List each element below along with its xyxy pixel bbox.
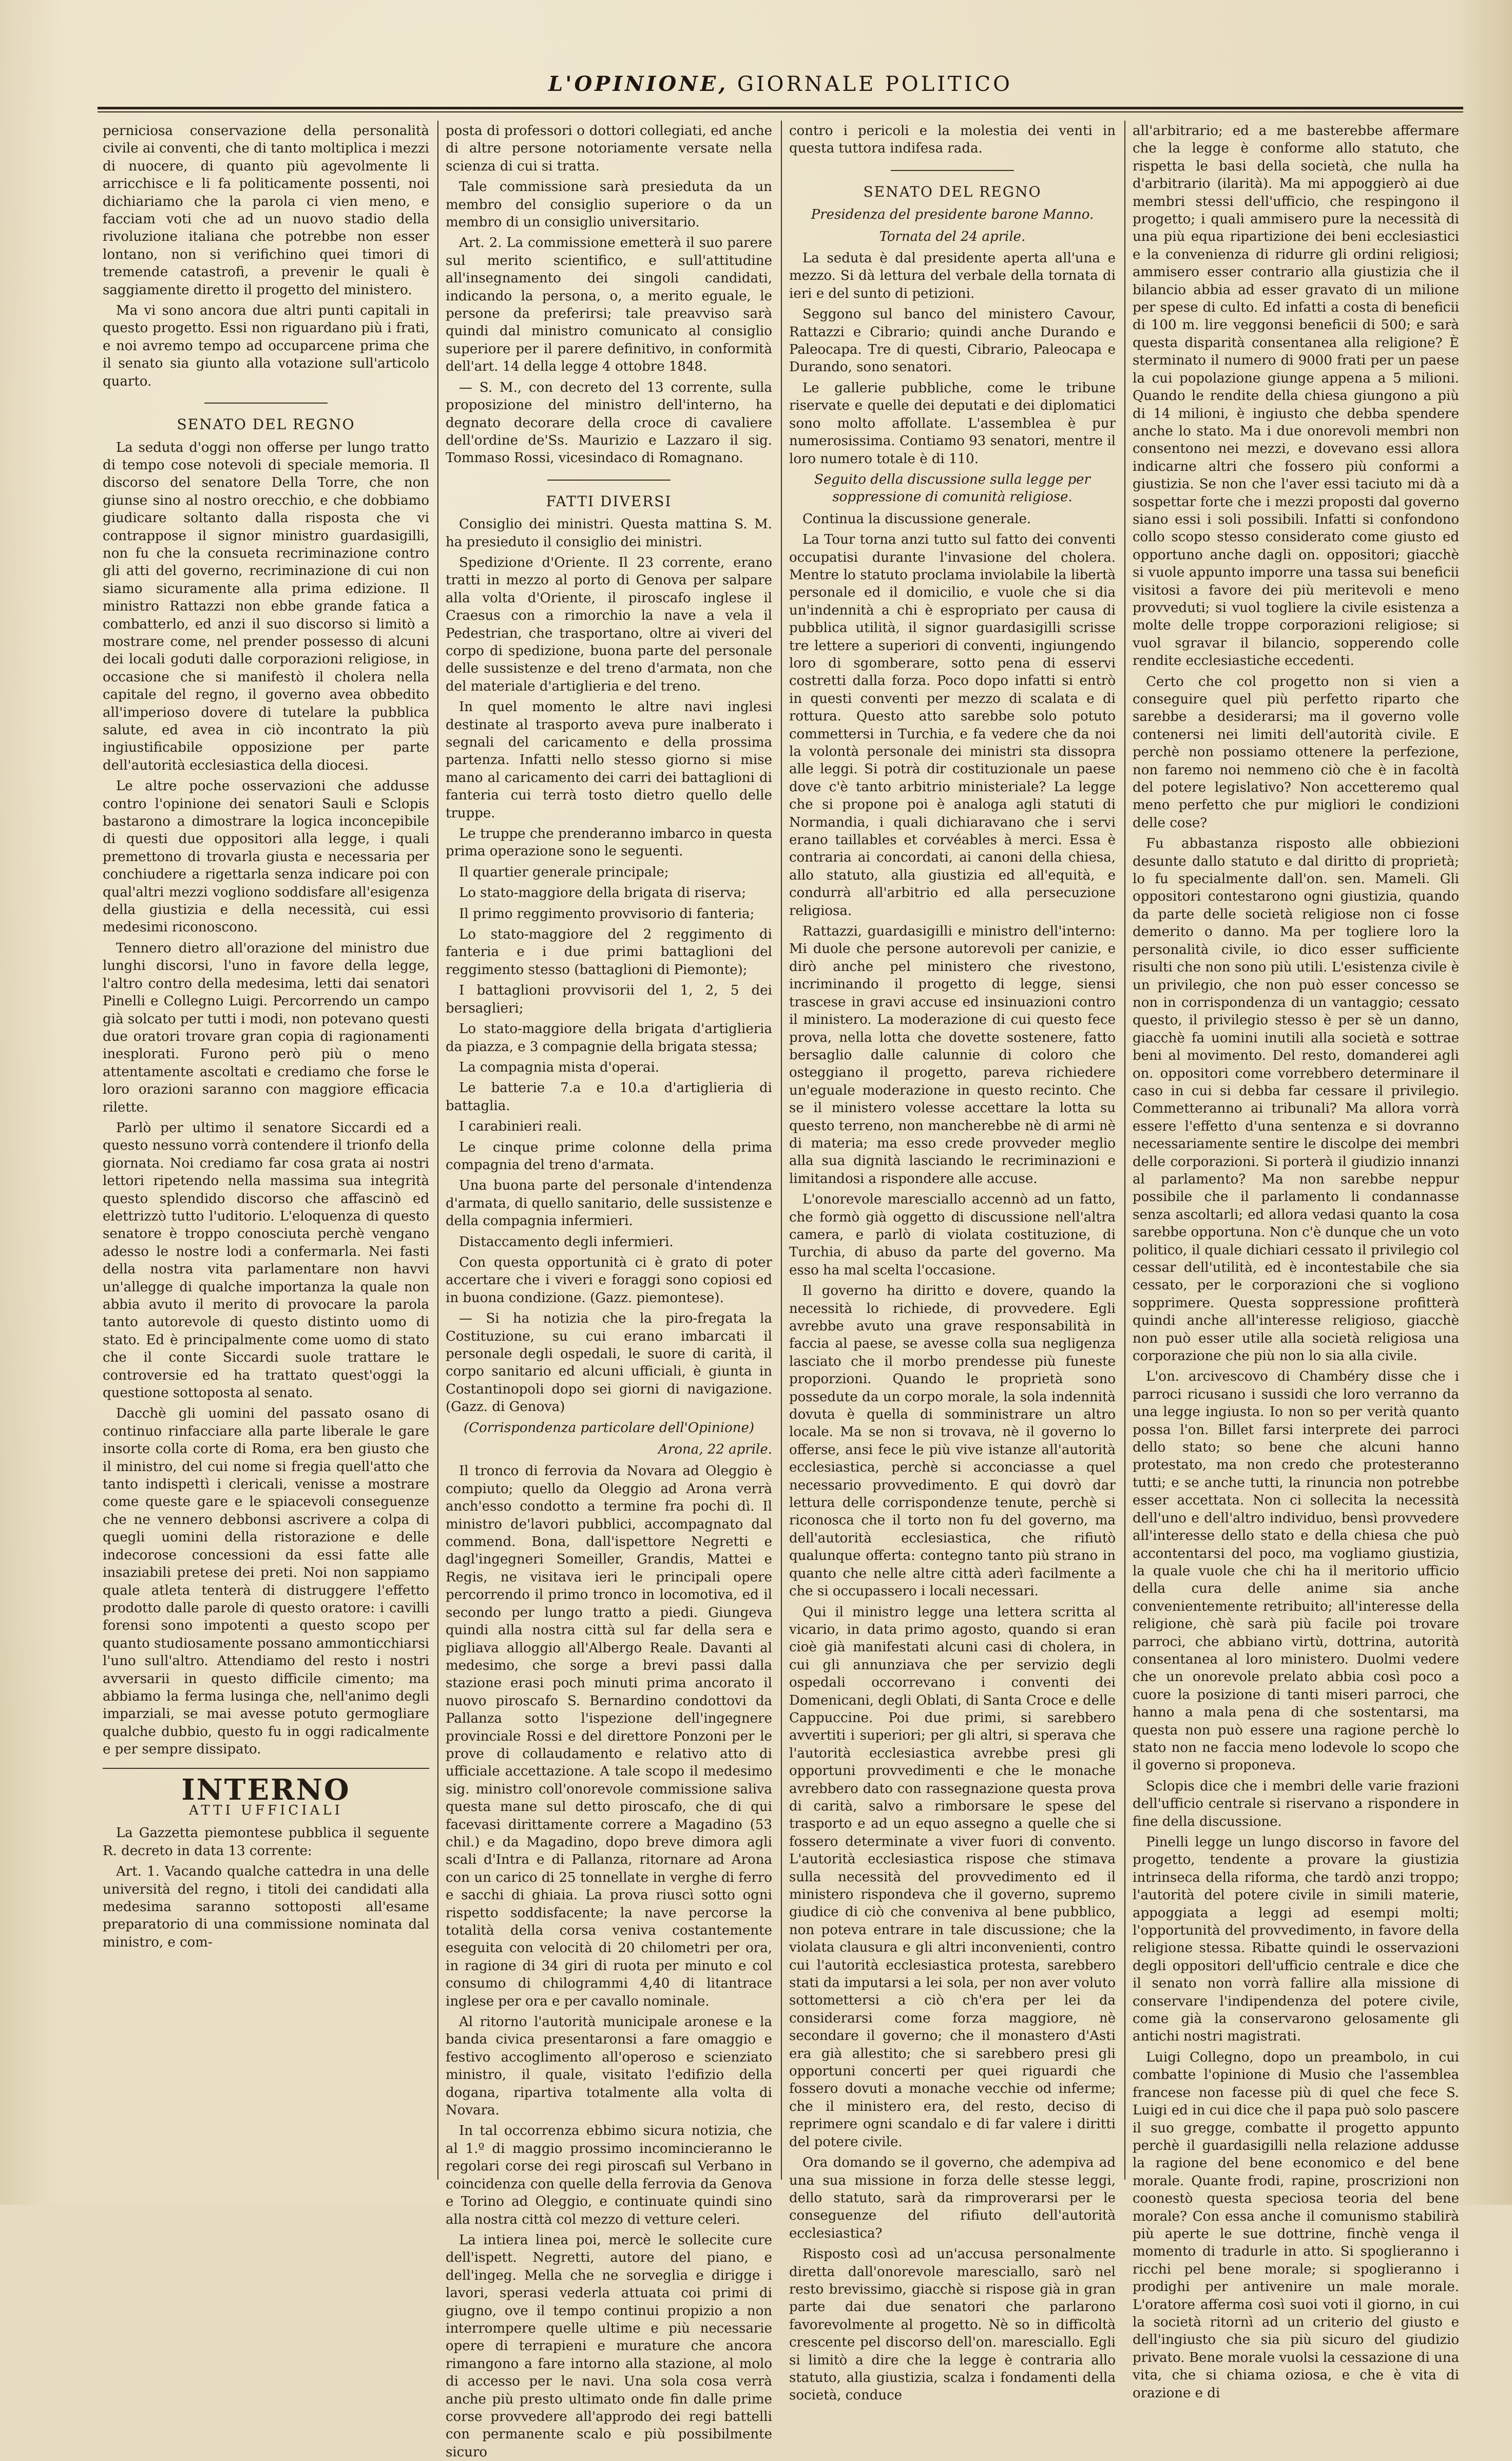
paragraph: Tennero dietro all'orazione del ministro due lunghi discorsi, l'uno in favore della legge, l'altro contro della medesima, letti dai senatori Pinelli e Collegno Luigi. Percorrendo un campo già solcato per tutti i modi, non potevano questi due oratori trovare gran copia di ragionamenti inesplorati. Furono però più o meno attentamente ascoltati e crediamo che forse le loro orazioni saranno con maggiore efficacia rilette. xyxy=(103,940,429,1115)
section-rule xyxy=(103,1768,429,1769)
paragraph: Art. 2. La commissione emetterà il suo parere sul merito scientifico, e sull'attitudine all'insegnamento dei singoli candidati, indicando la persona, o, a merito eguale, le persone da preferirsi; tale preavviso sarà quindi dal ministro comunicato al consiglio superiore per il parere definitivo, in conformità dell'art. 14 della legge 4 ottobre 1848. xyxy=(446,235,772,375)
paragraph: La compagnia mista d'operai. xyxy=(459,1059,660,1075)
section-subtitle: ATTI UFFICIALI xyxy=(189,1802,343,1818)
column-divider xyxy=(1124,121,1125,2180)
paragraph: Lo stato-maggiore della brigata di riserva; xyxy=(459,885,747,901)
paragraph: Le batterie 7.a e 10.a d'artiglieria di battaglia. xyxy=(446,1080,772,1114)
paragraph: Le gallerie pubbliche, come le tribune riservate e quelle dei deputati e dei diplomatici sono molto affollate. L'assemblea è pur numerosissima. Contiamo 93 senatori, mentre il loro numero totale è di 110. xyxy=(789,380,1116,467)
section-title-interno: INTERNO xyxy=(181,1772,351,1807)
paragraph: contro i pericoli e la molestia dei venti in questa tuttora indifesa rada. xyxy=(789,123,1116,157)
paragraph: Spedizione d'Oriente. Il 23 corrente, erano tratti in mezzo al porto di Genova per salpare alla volta d'Oriente, il piroscafo inglese il Craesus con a rimorchio la nave a vela il Pedestrian, che trasportano, oltre ai viveri del corpo di spedizione, buona parte del personale delle sussistenze e del treno d'armata, non che del materiale d'artiglieria e del treno. xyxy=(446,555,772,694)
masthead-subtitle: GIORNALE POLITICO xyxy=(737,72,1012,96)
column-3 xyxy=(789,122,1116,2403)
paragraph: La Gazzetta piemontese pubblica il seguente R. decreto in data 13 corrente: xyxy=(103,1825,429,1859)
masthead-rule xyxy=(98,107,1463,109)
paragraph: Seggono sul banco del ministero Cavour, Rattazzi e Cibrario; quindi anche Durando e Paleocapa. Tre di questi, Cibrario, Paleocapa e Durando, sono senatori. xyxy=(789,307,1116,375)
section-heading: FATTI DIVERSI xyxy=(546,492,672,510)
paragraph: Al ritorno l'autorità municipale aronese e la banda civica presentaronsi a fare omaggio e festivo accoglimento all'operoso e scienziato ministro, il quale, visitato l'edifizio della dogana, ripartiva totalmente alla volta di Novara. xyxy=(446,2014,772,2119)
paragraph: Il tronco di ferrovia da Novara ad Oleggio è compiuto; quello da Oleggio ad Arona verrà anch'esso condotto a termine fra pochi dì. Il ministro de'lavori pubblici, accompagnato dal commend. Bona, dall'ispettore Negretti e dagl'ingegneri Someiller, Grandis, Mattei e Regis, ne visitava ieri le principali opere percorrendo il primo tronco in locomotiva, ed il secondo per lungo tratto a piedi. Giungeva quindi alla nostra città sul far della sera e pigliava alloggio all'Albergo Reale. Davanti al medesimo, che sorge a brevi passi dalla stazione erasi poch minuti prima ancorato il nuovo piroscafo S. Bernardino condottovi da Pallanza sotto l'ispezione dell'ingegnere provinciale Rossi e del direttore Ponzoni per le prove di collaudamento e relativo atto di ufficiale accettazione. A tale scopo il medesimo sig. ministro coll'onorevole commissione saliva questa mane sul detto piroscafo, che di qui facevasi dirittamente correre a Magadino (53 chil.) e da Magadino, dopo breve dimora agli scali d'Intra e di Pallanza, ritornare ad Arona con un carico di 25 tonnellate in verghe di ferro e sacchi di ghiaia. La prova riuscì sotto ogni rispetto soddisfacente; la nave percorse la totalità della corsa veniva costantemente eseguita con velocità di 20 chilometri per ora, in ragione di 34 giri di ruota per minuto e col consumo di chilogrammi 4,40 di litantrace inglese per ora e per cavallo nominale. xyxy=(446,1463,772,2009)
paragraph: Rattazzi, guardasigilli e ministro dell'interno: Mi duole che persone autorevoli per canizie, e dirò anche pel ministero che rivestono, incriminando il progetto di legge, siensi trascese in gravi accuse ed insinuazioni contro il ministero. La moderazione di cui questo fece prova, nella lotta che dovette sostenere, fatto bersaglio dalle calunnie di coloro che osteggiano il progetto, pareva richiedere un'eguale moderazione in questo recinto. Che se il ministero volesse accettare la lotta su questo terreno, non mancherebbe nè di armi nè di materia; ma esso crede provveder meglio alla sua dignità lasciando le recriminazioni e limitandosi a rispondere alle accuse. xyxy=(789,924,1116,1187)
masthead-rule-thin xyxy=(98,111,1463,112)
paragraph: La seduta è dal presidente aperta all'una e mezzo. Si dà lettura del verbale della tornata di ieri e del sunto di petizioni. xyxy=(789,251,1116,301)
column-4 xyxy=(1133,122,1459,2401)
correspondence-heading: (Corrispondenza particolare dell'Opinione) xyxy=(463,1420,754,1436)
paragraph: Qui il ministro legge una lettera scritta al vicario, in data primo agosto, quando si eran cioè già manifestati alcuni casi di cholera, in cui gli annunziava che per servizio degli ospedali occorrevano i conventi dei Domenicani, degli Oblati, di Santa Croce e delle Cappuccine. Poi due primi, si sarebbero avvertiti i superiori; per gli altri, si sperava che l'autorità ecclesiastica avrebbe presi gli opportuni provvedimenti e che le monache avrebbero dato con rassegnazione questa prova di carità, salvo a rimborsare le spese del trasporto e ad un equo assegno a quelle che si fossero determinate a viver fuori di convento. L'autorità ecclesiastica rispose che stimava sulla necessità del provvedimento ed il ministero rispondeva che il governo, supremo giudice di ciò che conveniva al bene pubblico, non poteva entrare in tale discussione; che la violata clausura e gli altri inconvenienti, contro cui l'autorità ecclesiastica protesta, sarebbero stati da imputarsi a lei sola, per non aver voluto sottomettersi a ciò ch'era per lei da considerarsi come forza maggiore, nè secondare il governo; che il monastero d'Asti era già allestito; che si sarebbero presi gli opportuni concerti per quei riguardi che fossero dovuti a monache vecchie od inferme; che il ministero era, del resto, deciso di reprimere ogni scandalo e di far valere i diritti del potere civile. xyxy=(789,1604,1116,2150)
subheading: Seguito della discussione sulla legge per soppressione di comunità religiose. xyxy=(814,471,1090,505)
paragraph: Pinelli legge un lungo discorso in favore del progetto, tendente a provare la giustizia intrinseca della riforma, che tardò anzi troppo; l'autorità del potere civile in simili materie, appoggiata a leggi ad esempi molti; l'opportunità del provvedimento, in favore della religione stessa. Ribatte quindi le osservazioni degli oppositori dell'ufficio centrale e dice che il senato non vorrà fallire alla missione di conservare l'indipendenza del potere civile, come già la conservarono gelosamente gli antichi nostri magistrati. xyxy=(1133,1835,1459,2045)
paragraph: Dacchè gli uomini del passato osano di continuo rinfacciare alla parte liberale le gare insorte colla corte di Roma, era ben giusto che il ministro, del cui nome si fregia quell'atto che tanto indispettì i clericali, venisse a mostrare come queste gare e le spiacevoli conseguenze che ne vennero debbonsi ascrivere a colpa di quegli uomini della ristorazione e delle indecorose concessioni da essi fatte alle insaziabili pretese dei preti. Noi non sappiamo quale atleta tenterà di distruggere l'effetto prodotto dalle parole di questo oratore: i cavilli forensi sono impotenti a questo scopo per quanto studiosamente possano ammonticchiarsi l'uno sull'altro. Attendiamo del resto i nostri avversarii in questo difficile cimento; ma abbiamo la ferma lusinga che, nell'animo degli imparziali, se mai avesse potuto germogliare qualche dubbio, questo fu in oggi radicalmente e per sempre dissipato. xyxy=(103,1406,429,1758)
paragraph: — Si ha notizia che la piro-fregata la Costituzione, su cui erano imbarcati il personale degli ospedali, le suore di carità, il corpo sanitario ed alcuni ufficiali, è giunta in Costantinopoli dopo sei giorni di navigazione. (Gazz. di Genova) xyxy=(446,1311,772,1415)
column-divider xyxy=(437,121,438,2180)
paragraph: Ma vi sono ancora due altri punti capitali in questo progetto. Essi non riguardano più i frati, e noi avremo tempo ad occuparcene prima che il senato sia giunto alla votazione sull'articolo quarto. xyxy=(103,303,429,389)
paragraph: all'arbitrario; ed a me basterebbe affermare che la legge è conforme allo statuto, che rispetta le basi della società, che nulla ha d'arbitrario (ilarità). Ma mi appoggierò ai due membri stessi dell'ufficio, che respingono il progetto; i quali ammisero pure la necessità di una più equa ripartizione dei beni ecclesiastici e la convenienza di ridurre gli ordini religiosi; ammisero esser contrario alla giustizia che il bilancio abbia ad esser gravato di un milione per spese di culto. Ed infatti a costa di beneficii di 100 m. lire veggonsi beneficii di 500; e sarà questa disparità consentanea alla religione? È sterminato il numero di 9000 frati per un paese la cui popolazione giunge appena a 5 milioni. Quando le rendite della chiesa giungono a più di 14 milioni, è ingiusto che debba spendere anche lo stato. Ma i due onorevoli membri non consentono nei mezzi, e dovevano essi allora indicarne altri che fossero più conformi a giustizia. Se non che l'aver essi taciuto mi dà a sospettar forte che i mezzi proposti dal governo siano essi i soli possibili. Infatti si confondono collo scopo stesso considerato come giusto ed opportuno anche dagli on. oppositori; giacchè si vuole appunto imporre una tassa sui beneficii visitosi a favore dei più meritevoli e meno provveduti; si vuol togliere la civile esistenza a molte delle troppe corporazioni religiose; si vuol sgravar il bilancio, sopperendo colle rendite ecclesiastiche eccedenti. xyxy=(1133,123,1459,669)
paragraph: Distaccamento degli infermieri. xyxy=(459,1234,674,1250)
paragraph: perniciosa conservazione della personalità civile ai conventi, che di tanto moltiplica i mezzi di nuocere, di quanto più agevolmente li arricchisce e li fa politicamente possenti, noi dichiariamo che la parola ci vien meno, e facciam voti che ad un nuovo stadio della rivoluzione italiana che potrebbe non esser lontano, non si verifichino quei timori di tremende catastrofi, a prevenir le quali è saggiamente diretto il progetto del ministero. xyxy=(103,123,429,298)
paragraph: La intiera linea poi, mercè le sollecite cure dell'ispett. Negretti, autore del piano, e dell'ingeg. Mella che ne sorveglia e dirigge i lavori, sperasi vederla attuata coi primi di giugno, ove il tempo continui propizio a non interrompere quelle ultime e più necessarie opere di terrapieni e murature che ancora rimangono a fare intorno alla stazione, al molo di accesso per le navi. Una sola cosa verrà anche più presto ultimato onde fin dalle prime corse provvedere all'approdo dei regi battelli con permanente scalo e più possibilmente sicuro xyxy=(446,2232,772,2460)
paragraph: La seduta d'oggi non offerse per lungo tratto di tempo cose notevoli di speciale memoria. Il discorso del senatore Della Torre, che non giunse sino al nostro orecchio, e che dobbiamo giudicare soltanto dalla risposta che vi contrappose il signor ministro guardasigilli, non fu che la consueta recriminazione contro gli atti del governo, recriminazione di cui non siamo sicuramente alla prima edizione. Il ministro Rattazzi non ebbe grande fatica a combatterlo, ed anzi il suo discorso si limitò a mostrare come, nel prender possesso di alcuni dei locali goduti dalle corporazioni religiose, in occasione che si manifestò il cholera nella capitale del regno, il governo avea obbedito all'imperioso dovere di tutelare la pubblica salute, ed avea in ciò incontrato la più ingiustificabile opposizione per parte dell'autorità ecclesiastica della diocesi. xyxy=(103,440,429,773)
column-2 xyxy=(446,122,772,2460)
column-1 xyxy=(103,122,429,2171)
section-heading: SENATO DEL REGNO xyxy=(863,183,1042,200)
paragraph: Sclopis dice che i membri delle varie frazioni dell'ufficio centrale si riservano a rispondere in fine della discussione. xyxy=(1133,1778,1459,1829)
section-heading: SENATO DEL REGNO xyxy=(177,416,355,433)
paragraph: Con questa opportunità ci è grato di poter accertare che i viveri e foraggi sono copiosi ed in buona condizione. (Gazz. piemontese). xyxy=(446,1254,772,1306)
paragraph: In tal occorrenza ebbimo sicura notizia, che al 1.º di maggio prossimo incomincieranno le regolari corse dei regi piroscafi sul Verbano in coincidenza con quelle della ferrovia da Genova e Torino ad Oleggio, e continuate quindi sino alla nostra città col mezzo di vetture celeri. xyxy=(446,2123,772,2227)
paragraph: Continua la discussione generale. xyxy=(802,511,1031,527)
paragraph: Le cinque prime colonne della prima compagnia del treno d'armata. xyxy=(446,1139,772,1173)
paragraph: Lo stato-maggiore della brigata d'artiglieria da piazza, e 3 compagnie della brigata stessa; xyxy=(446,1021,772,1055)
paragraph: Il primo reggimento provvisorio di fanteria; xyxy=(459,906,755,922)
paragraph: Il quartier generale principale; xyxy=(459,864,669,880)
paragraph: Una buona parte del personale d'intendenza d'armata, di quello sanitario, delle sussistenze e della compagnia infermieri. xyxy=(446,1178,772,1229)
paragraph: Art. 1. Vacando qualche cattedra in una delle università del regno, i titoli dei candidati alla medesima saranno sottoposti all'esame preparatorio di una commissione nominata dal ministro, e com- xyxy=(103,1864,429,1950)
paragraph: Il governo ha diritto e dovere, quando la necessità lo richiede, di provvedere. Egli avrebbe avuto una grave responsabilità in faccia al paese, se avesse colla sua negligenza lasciato che il morbo prendesse più funeste proporzioni. Quando le proprietà sono possedute da un corpo morale, la sola indennità dovuta è quella di somministrare un altro locale. Ma se non si trovava, nè il governo lo offerse, ansi fece le più vive istanze all'autorità ecclesiastica, perchè si acconciasse a quel necessario provvedimento. E qui dovrò dar lettura delle corrispondenze tenute, perchè si riconosca che il torto non fu del governo, ma dell'autorità ecclesiastica, che rifiutò qualunque offerta: contegno tanto più strano in quanto che nelle altre città aderì facilmente a che si occupassero i locali necessari. xyxy=(789,1283,1116,1599)
paragraph: In quel momento le altre navi inglesi destinate al trasporto aveva pure inalberato i segnali del caricamento e della prossima partenza. Infatti nello stesso giorno si mise mano al caricamento dei carri dei battaglioni di fanteria cui terrà tosto dietro quello delle truppe. xyxy=(446,699,772,821)
paragraph: Risposto così ad un'accusa personalmente diretta dall'onorevole maresciallo, sarò nel resto brevissimo, giacchè si rispose già in gran parte dai due senatori che parlarono favorevolmente al progetto. Nè so in difficoltà crescente pel discorso dell'on. maresciallo. Egli si limitò a dire che la legge è contraria allo statuto, alla giustizia, scalza i fondamenti della società, conduce xyxy=(789,2246,1116,2403)
paragraph: L'on. arcivescovo di Chambéry disse che i parroci ricusano i sussidi che loro verranno da una legge ingiusta. Io non so per verità quanto possa l'on. Billet farsi interprete dei parroci dello stato; so bene che alcuni hanno protestato, ma non credo che protesteranno tutti; e se anche tutti, la rinuncia non potrebbe esser accettata. Non ci sollecita la necessità dell'uno e dell'altro individuo, bensì provvedere all'interesse dello stato e della chiesa che può accontentarsi del poco, ma vogliamo giustizia, la quale vuole che chi ha il meritorio ufficio della cura delle anime sia anche convenientemente retribuito; all'interesse della religione, chè sarà più facile poi trovare parroci, che abbiano virtù, dottrina, autorità consentanea al loro ministero. Duolmi vedere che un onorevole prelato abbia così poco a cuore la posizione di tanti miseri parroci, che hanno a mala pena di che sostentarsi, ma questa non può essere una ragione perchè lo stato non ne faccia meno lodevole lo scopo che il governo si proponeva. xyxy=(1133,1369,1459,1773)
paragraph: Lo stato-maggiore del 2 reggimento di fanteria e i due primi battaglioni del reggimento stesso (battaglioni di Piemonte); xyxy=(446,927,772,978)
paragraph: La Tour torna anzi tutto sul fatto dei conventi occupatisi durante l'invasione del cholera. Mentre lo statuto proclama inviolabile la libertà personale ed il domicilio, e vuole che si dia un'indennità a chi è espropriato per causa di pubblica utilità, il signor guardasigilli scrisse tre lettere a superiori di conventi, ingiungendo loro di sgomberare, sotto pena di esservi costretti dalla forza. Poco dopo infatti si entrò in questi conventi per mezzo di scalata e di rottura. Questo atto sarebbe solo potuto commettersi in Turchia, e fa vedere che da noi la volontà personale dei ministri sta dissopra alle leggi. Si potrà dir costituzionale un paese dove c'è tanto arbitrio ministeriale? La legge che si propone poi è analoga agli statuti di Normandia, i quali dichiaravano che i servi erano taillables et corvéables à merci. Essa è contraria ai concordati, ai canoni della chiesa, allo statuto, alla giustizia ed all'equità, e condurrà all'arbitrio ed alla persecuzione religiosa. xyxy=(789,532,1116,919)
paragraph: — S. M., con decreto del 13 corrente, sulla proposizione del ministro dell'interno, ha degnato decorare della croce di cavaliere dell'ordine de'Ss. Maurizio e Lazzaro il sig. Tommaso Rossi, vicesindaco di Romagnano. xyxy=(446,379,772,466)
paragraph: Le altre poche osservazioni che addusse contro l'opinione dei senatori Sauli e Sclopis bastarono a dimostrare la logica inconcepibile di questi due oppositori alla legge, i quali premettono di trovarla giusta e necessaria per conchiudere a rigettarla senza indicare poi con qual'altri mezzi vogliono soddisfare all'esigenza della giustizia e della necessità, cui essi medesimi riconoscono. xyxy=(103,778,429,936)
column-divider xyxy=(781,121,782,2180)
paragraph: Ora domando se il governo, che adempiva ad una sua missione in forza delle stesse leggi, dello statuto, sarà da rimproverarsi per le conseguenze del rifiuto dell'autorità ecclesiastica? xyxy=(789,2155,1116,2241)
section-rule xyxy=(547,480,671,481)
paragraph: Parlò per ultimo il senatore Siccardi ed a questo nessuno vorrà contendere il trionfo della giornata. Noi crediamo far cosa grata ai nostri lettori ripetendo nella massima sua integrità questo splendido discorso che affascinò ed elettrizzò tutto l'uditorio. L'eloquenza di questo senatore è troppo conosciuta perchè vengano adesso le nostre lodi a confermarla. Nei fasti della nostra vita parlamentare non havvi un'allegge di qualche importanza la quale non abbia avuto il merito di provocare la parola tanto autorevole di questo distinto uomo di stato. Ed è principalmente come uomo di stato che il conte Siccardi suole trattare le controversie ed ha trattato quest'oggi la questione sottoposta al senato. xyxy=(103,1120,429,1401)
paragraph: posta di professori o dottori collegiati, ed anche di altre persone notoriamente versate nella scienza di cui si tratta. xyxy=(446,123,772,174)
paragraph: Fu abbastanza risposto alle obbiezioni desunte dallo statuto e dal diritto di proprietà; lo fu specialmente dall'on. sen. Mameli. Gli oppositori contestarono ogni giustizia, quando da parte delle società religiose non ci fosse demerito o danno. Ma per togliere loro la personalità civile, io dico esser sufficiente risulti che non sono più utili. L'esistenza civile è un privilegio, che non può esser concesso se non in corrispondenza di un vantaggio; cessato questo, il privilegio stesso è per sè un danno, giacchè fa uomini inutili alla società e sottrae beni al movimento. Del resto, domanderei agli on. oppositori come vorrebbero determinare il caso in cui si debba far cessare il privilegio. Commetteranno ai tribunali? Ma allora vorrà essere l'effetto d'una sentenza e si dovranno necessariamente sentire le discolpe dei membri delle corporazioni. Si porterà il giudizio innanzi al parlamento? Ma non sarebbe neppur possibile che il parlamento li condannasse senza ascoltarli; ed allora vedasi quanto la cosa sarebbe opportuna. Non c'è dunque che un voto politico, il quale dichiari cessato il privilegio col cessar dell'utilità, ed è incontestabile che sia cessato, per le corporazioni che si vogliono sopprimere. Questa soppressione profitterà quindi anche all'interesse religioso, giacchè non può esser utile alla società religiosa una corporazione che più non lo sia alla civile. xyxy=(1133,836,1459,1364)
dateline: Arona, 22 aprile. xyxy=(658,1442,772,1458)
paragraph: Le truppe che prenderanno imbarco in questa prima operazione sono le seguenti. xyxy=(446,826,772,860)
presidency-line: Presidenza del presidente barone Manno. xyxy=(811,207,1094,223)
paragraph: I carabinieri reali. xyxy=(459,1119,582,1135)
paragraph: Luigi Collegno, dopo un preambolo, in cui combatte l'opinione di Musio che l'assemblea francese non facesse più di quel che fece S. Luigi ed in cui dice che il papa può solo pascere il suo gregge, combatte il progetto appunto perchè il guardasigilli nella relazione addusse la ragione del bene economico e del bene morale. Quante frodi, rapine, proscrizioni non coonestò questa speciosa teoria del bene morale? Con essa anche il comunismo stabilirà più aperte le sue dottrine, finchè venga il momento di tradurle in atto. Si spoglieranno i ricchi pel bene morale; si spoglieranno i prodighi per antivenire un male morale. L'oratore afferma così suoi voti il giorno, in cui la società ritornì ad un criterio del giusto e dell'ingiusto che sia più sicuro del giudizio privato. Bene morale vuolsi la cessazione di una vita, che si chiama oziosa, e che è vita di orazione e di xyxy=(1133,2049,1459,2401)
paragraph: L'onorevole maresciallo accennò ad un fatto, che formò già oggetto di discussione nell'altra camera, e parlò di violata costituzione, di Turchia, di abuso da parte del governo. Ma esso ha mal scelta l'occasione. xyxy=(789,1192,1116,1278)
paragraph: Consiglio dei ministri. Questa mattina S. M. ha presieduto il consiglio dei ministri. xyxy=(446,517,772,550)
masthead xyxy=(98,72,1463,103)
section-rule xyxy=(891,170,1014,171)
masthead-name: L'OPINIONE, xyxy=(548,72,729,96)
paragraph: Tale commissione sarà presieduta da un membro del consiglio superiore o da un membro di un consiglio universitario. xyxy=(446,179,772,231)
paragraph: Certo che col progetto non si vien a conseguire quel più perfetto riparto che sarebbe a desiderarsi; ma il governo volle contenersi nei limiti dell'autorità civile. E perchè non possiamo ottenere la perfezione, non faremo noi nemmeno ciò che è in facoltà del potere legislativo? Non accetteremo qual meno perfetto che pur migliori le condizioni delle cose? xyxy=(1133,674,1459,831)
paragraph: I battaglioni provvisorii del 1, 2, 5 dei bersaglieri; xyxy=(446,983,772,1016)
section-rule xyxy=(204,403,328,404)
session-date: Tornata del 24 aprile. xyxy=(879,228,1026,244)
